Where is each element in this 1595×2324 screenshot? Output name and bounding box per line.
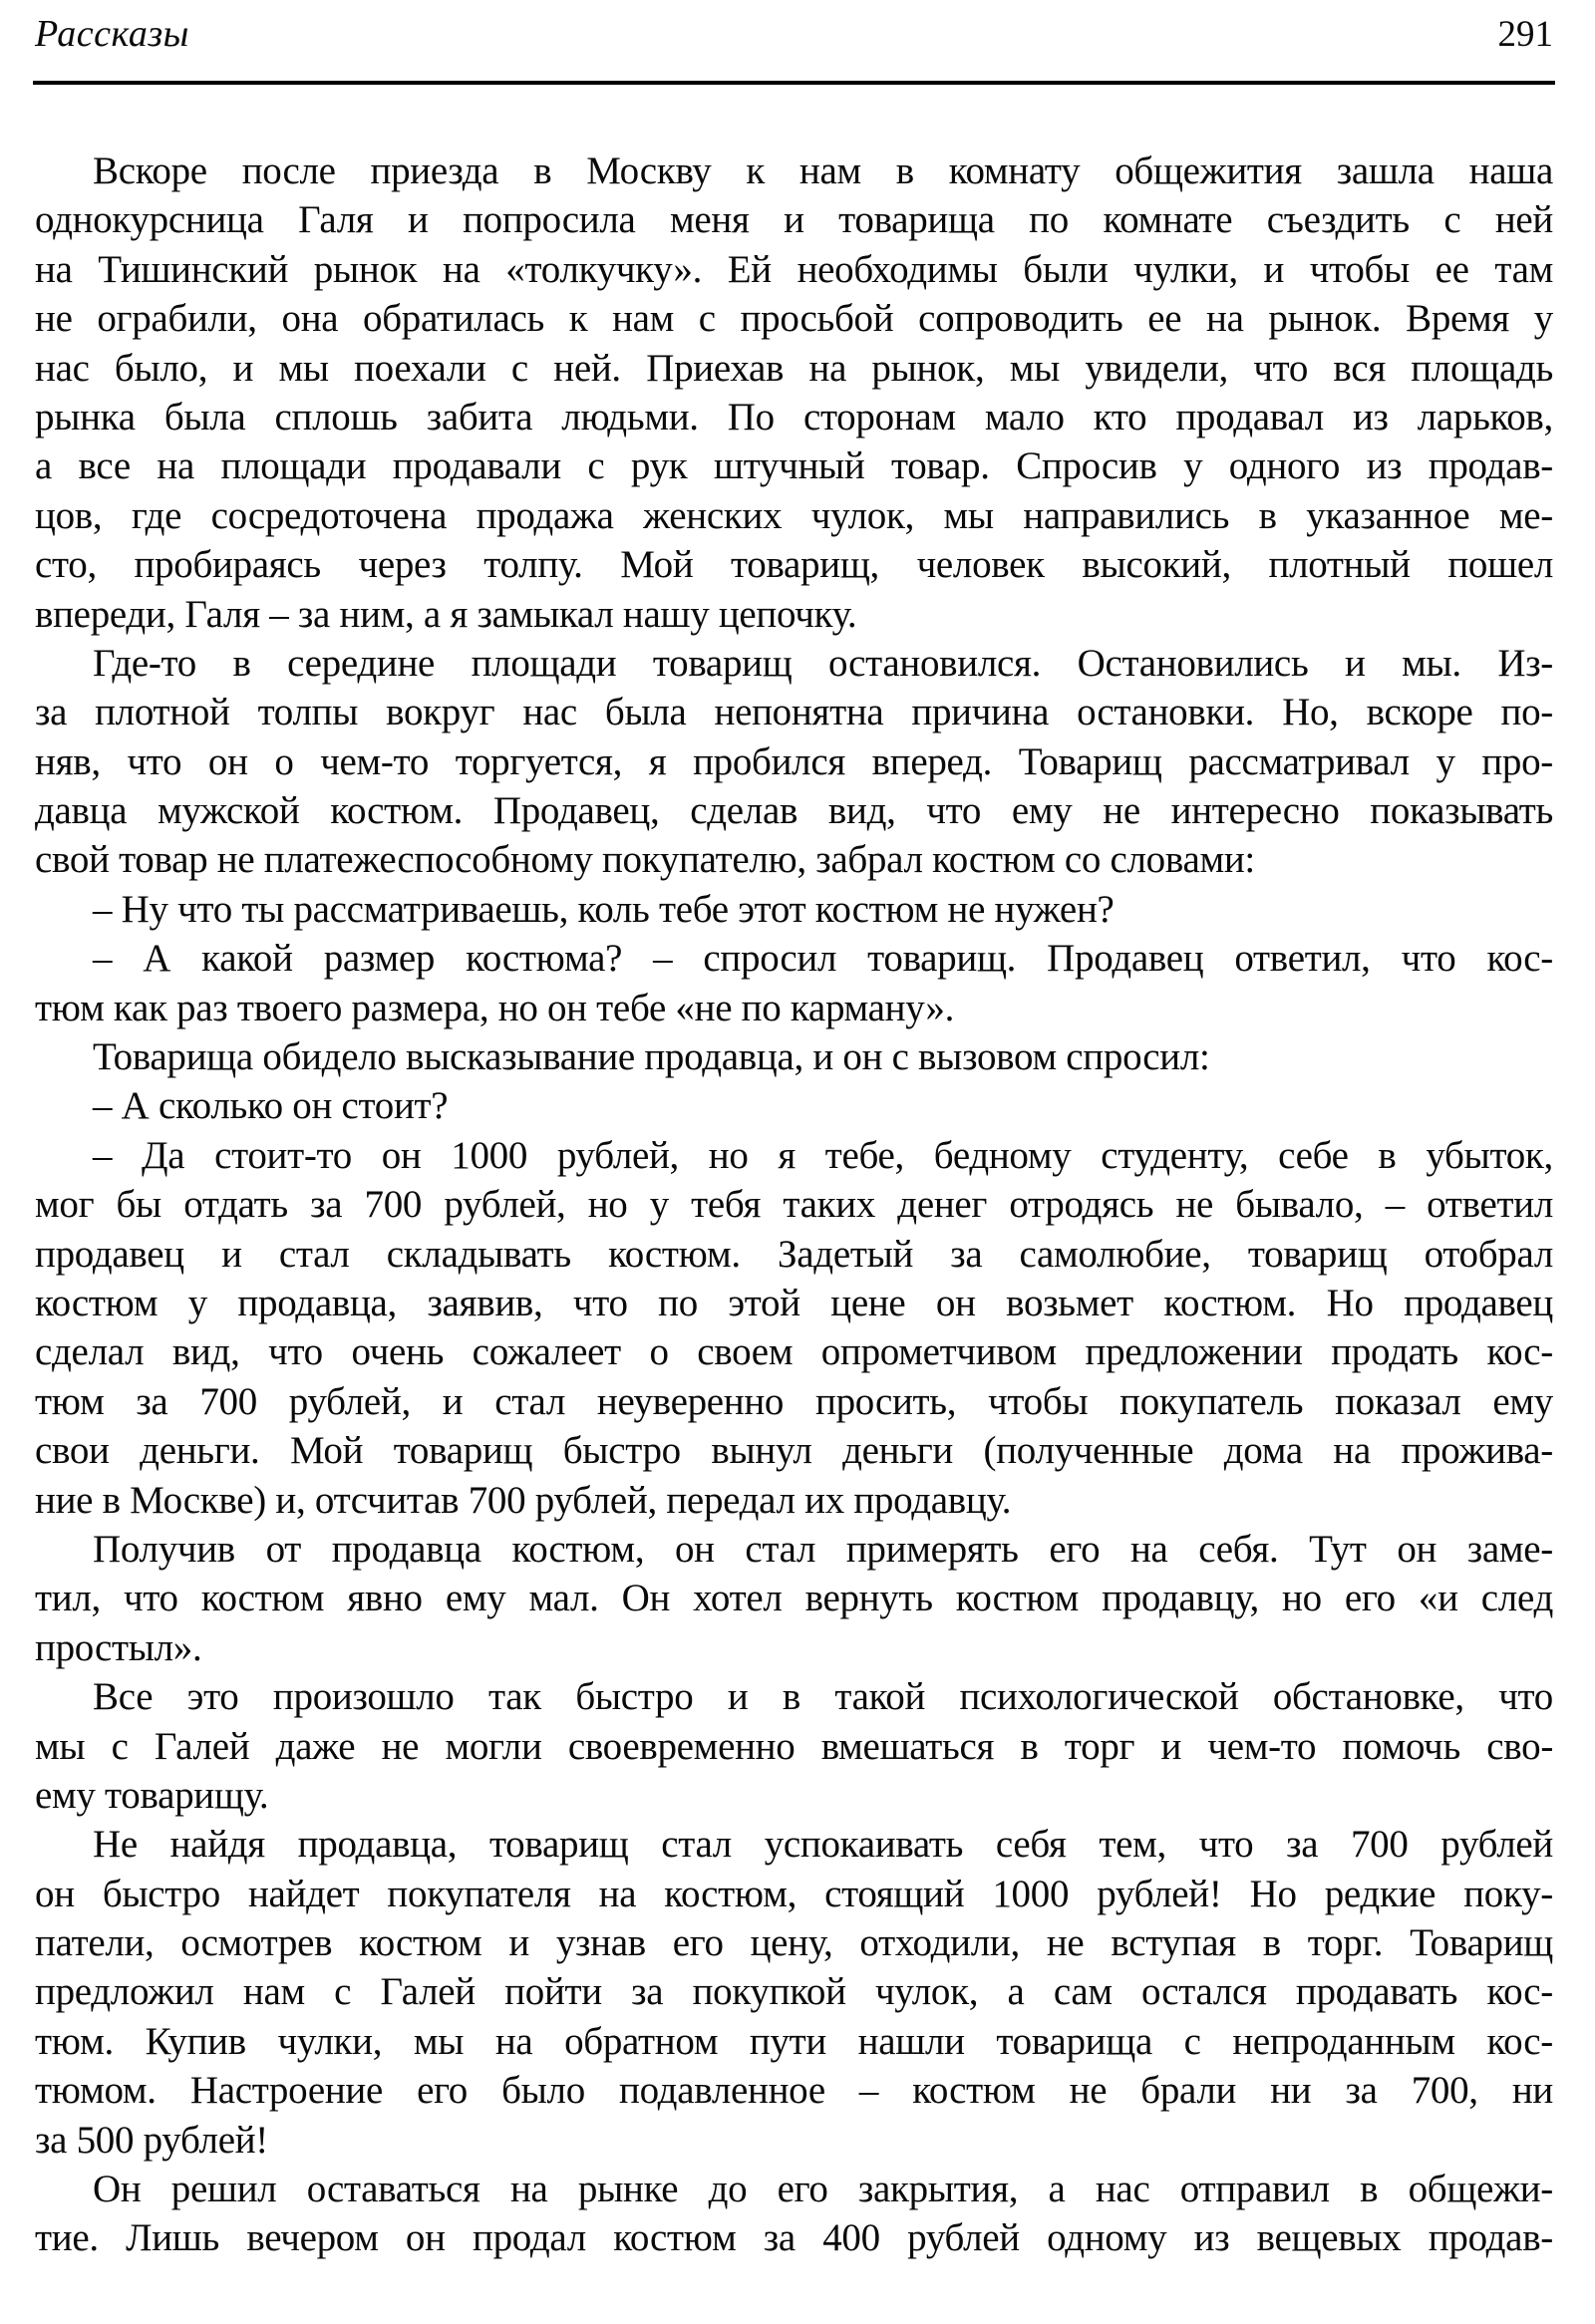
text-line: – Да стоит-то он 1000 рублей, но я тебе, бедному студенту, себе в убыток,	[93, 1133, 1553, 1177]
paragraph	[35, 885, 1553, 934]
text-line: продавец и стал складывать костюм. Задетый за самолюбие, товарищ отобрал	[35, 1232, 1553, 1276]
text-line: а все на площади продавали с рук штучный товар. Спросив у одного из продав-	[35, 444, 1553, 488]
text-line: впереди, Галя – за ним, а я замыкал нашу цепочку.	[35, 592, 857, 636]
text-line: тие. Лишь вечером он продал костюм за 400 рублей одному из вещевых продав-	[35, 2216, 1553, 2260]
text-line: Все это произошло так быстро и в такой психологической обстановке, что	[93, 1675, 1553, 1719]
text-line: нас было, и мы поехали с ней. Приехав на рынок, мы увидели, что вся площадь	[35, 346, 1553, 390]
text-line: ему товарищу.	[35, 1773, 269, 1817]
text-line: сто, пробираясь через толпу. Мой товарищ, человек высокий, плотный пошел	[35, 543, 1553, 587]
text-line: свой товар не платежеспособному покупателю, забрал костюм со словами:	[35, 838, 1255, 882]
text-line: мы с Галей даже не могли своевременно вмешаться в торг и чем-то помочь сво-	[35, 1724, 1553, 1768]
text-line: за 500 рублей!	[35, 2118, 268, 2162]
paragraph	[35, 1525, 1553, 1672]
text-line: – А какой размер костюма? – спросил товарищ. Продавец ответил, что кос-	[93, 937, 1553, 981]
text-line: Где-то в середине площади товарищ остановился. Остановились и мы. Из-	[93, 641, 1553, 685]
text-line: Не найдя продавца, товарищ стал успокаивать себя тем, что за 700 рублей	[93, 1823, 1553, 1867]
text-line: тюм. Купив чулки, мы на обратном пути нашли товарища с непроданным кос-	[35, 2019, 1553, 2063]
text-line: сделал вид, что очень сожалеет о своем опрометчивом предложении продать кос-	[35, 1330, 1553, 1374]
text-line: рынка была сплошь забита людьми. По сторонам мало кто продавал из ларьков,	[35, 395, 1553, 438]
paragraph	[35, 1820, 1553, 2165]
running-header	[35, 12, 1553, 56]
text-line: свои деньги. Мой товарищ быстро вынул деньги (полученные дома на прожива-	[35, 1429, 1553, 1473]
paragraph	[35, 639, 1553, 885]
page-number: 291	[1497, 14, 1553, 55]
text-line: предложил нам с Галей пойти за покупкой чулок, а сам остался продавать кос-	[35, 1970, 1553, 2014]
paragraph	[35, 146, 1553, 639]
paragraph	[35, 1131, 1553, 1525]
text-line: он быстро найдет покупателя на костюм, стоящий 1000 рублей! Но редкие поку-	[35, 1872, 1553, 1915]
running-title: Рассказы	[35, 13, 189, 55]
text-line: – Ну что ты рассматриваешь, коль тебе этот костюм не нужен?	[93, 887, 1115, 931]
text-line: костюм у продавца, заявив, что по этой цене он возьмет костюм. Но продавец	[35, 1281, 1553, 1324]
text-line: тюмом. Настроение его было подавленное – костюм не брали ни за 700, ни	[35, 2069, 1553, 2113]
text-line: тюм за 700 рублей, и стал неуверенно просить, чтобы покупатель показал ему	[35, 1379, 1553, 1423]
text-line: патели, осмотрев костюм и узнав его цену, отходили, не вступая в торг. Товарищ	[35, 1921, 1553, 1965]
paragraph	[35, 934, 1553, 1032]
paragraph	[35, 1081, 1553, 1130]
text-block	[35, 146, 1553, 2263]
text-line: Получив от продавца костюм, он стал примерять его на себя. Тут он заме-	[93, 1527, 1553, 1571]
text-line: няв, что он о чем-то торгуется, я пробился вперед. Товарищ рассматривал у про-	[35, 739, 1553, 783]
paragraph	[35, 1032, 1553, 1081]
text-line: Вскоре после приезда в Москву к нам в комнату общежития зашла наша	[93, 149, 1553, 192]
text-line: простыл».	[35, 1625, 202, 1669]
text-line: за плотной толпы вокруг нас была непонятна причина остановки. Но, вскоре по-	[35, 691, 1553, 734]
text-line: давца мужской костюм. Продавец, сделав вид, что ему не интересно показывать	[35, 789, 1553, 833]
text-line: цов, где сосредоточена продажа женских чулок, мы направились в указанное ме-	[35, 493, 1553, 537]
text-line: ние в Москве) и, отсчитав 700 рублей, передал их продавцу.	[35, 1478, 1012, 1522]
text-line: Товарища обидело высказывание продавца, и он с вызовом спросил:	[93, 1035, 1210, 1079]
text-line: Он решил оставаться на рынке до его закрытия, а нас отправил в общежи-	[93, 2168, 1553, 2211]
text-line: не ограбили, она обратилась к нам с просьбой сопроводить ее на рынок. Время у	[35, 297, 1553, 341]
text-line: – А сколько он стоит?	[93, 1084, 449, 1128]
text-line: на Тишинский рынок на «толкучку». Ей необходимы были чулки, и чтобы ее там	[35, 247, 1553, 291]
text-line: тил, что костюм явно ему мал. Он хотел вернуть костюм продавцу, но его «и след	[35, 1577, 1553, 1620]
header-rule	[33, 81, 1555, 85]
paragraph	[35, 1672, 1553, 1820]
text-line: однокурсница Галя и попросила меня и товарища по комнате съездить с ней	[35, 198, 1553, 242]
text-line: тюм как раз твоего размера, но он тебе «не по карману».	[35, 986, 955, 1029]
paragraph	[35, 2165, 1553, 2263]
text-line: мог бы отдать за 700 рублей, но у тебя таких денег отродясь не бывало, – ответил	[35, 1183, 1553, 1227]
